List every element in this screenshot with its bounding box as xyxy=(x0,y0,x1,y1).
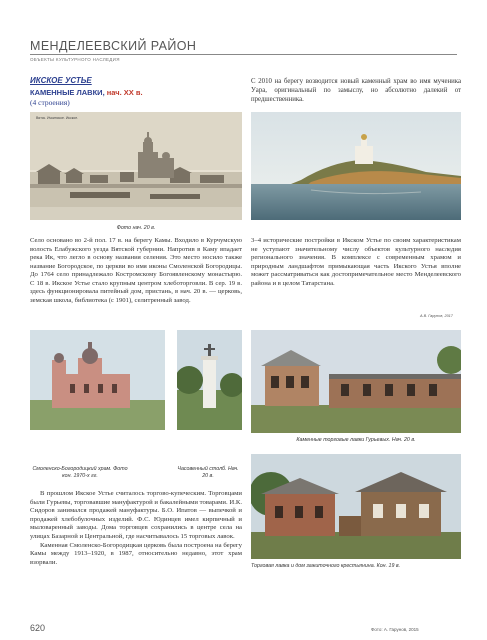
place-name: ИКСКОЕ УСТЬЕ xyxy=(30,76,92,85)
section-title: МЕНДЕЛЕЕВСКИЙ РАЙОН xyxy=(30,39,197,53)
stone-shops-photo xyxy=(251,330,461,433)
section-subtitle: ОБЪЕКТЫ КУЛЬТУРНОГО НАСЛЕДИЯ xyxy=(30,57,120,62)
object-note: (4 строения) xyxy=(30,98,70,107)
house-shop-photo xyxy=(251,454,461,559)
page-number: 620 xyxy=(30,623,46,633)
river-photo-credit: А.В. Гарунов, 2017 xyxy=(420,314,453,318)
history-paragraph: Село основано во 2-й пол. 17 в. на берегу Камы. Входило в Курчумскую волость Елабужского уезда Вятской губернии. Напротив в Каму впадает река Ик, что легло в основу названия селения. Это место носило также название Богородское, по церкви во имя иконы Смоленской Богородицы. До 1764 село принадлежало Костромскому Богоявленскому монастырю. С 18 в. Икское Устье стало крупным центром хлеботорговли. В сер. 19 в. здесь функционировала питейный дом, пристань, в нач. 20 в. — церковь, земская школа, библиотека (с 1901), селитренный завод. xyxy=(30,237,242,304)
old-photo-caption: Фото нач. 20 в. xyxy=(116,225,156,231)
header-divider xyxy=(30,54,457,55)
church-history-paragraph: Каменная Смоленско-Богородицкая церковь была построена на берегу Камы между 1913–1920, в 1987, относительно недавно, этот храм взорвали. xyxy=(30,541,242,566)
pillar-photo xyxy=(177,330,242,430)
shops-photo-caption: Каменные торговые лавки Гурьевых. Нач. 20 в. xyxy=(296,437,416,443)
river-church-photo xyxy=(251,112,461,220)
church-photo-caption: Смоленско-Богородицкий храм. Фото кон. 1970-х гг. xyxy=(32,466,128,479)
object-title: КАМЕННЫЕ ЛАВКИ, xyxy=(30,88,105,97)
house-photo-caption: Торговая лавка и дом зажиточного крестьянина. Кон. 19 в. xyxy=(251,563,401,569)
object-name xyxy=(30,88,143,97)
old-village-photo xyxy=(30,112,242,220)
intro-paragraph-right: С 2010 на берегу возводится новый каменный храм во имя мученика Уара, оригинальный по замыслу, но абсолютно далекий от предшественника. xyxy=(251,78,461,103)
pillar-photo-caption: Часовенный столб. Нач. 20 в. xyxy=(177,466,239,479)
church-photo xyxy=(30,330,165,430)
merchants-paragraph: В прошлом Икское Устье считалось торгово-купеческим. Торговцами были Гурьевы, торговавшие мануфактурой и бакалейными товарами. И.К. Сидоров занимался продажей мануфактуры. Б.О. Ипатов — выпечкой и продажей хлебобулочных изделий. Ф.С. Юдинцев имел кирпичный и мыловаренный заводы. Дома торговцев сохранились в центре села на улицах Базарной и Центральной, где насчитывалось 15 торговых лавок. xyxy=(30,490,242,540)
significance-paragraph: 3–4 исторические постройки в Икском Устье по своим характеристикам не уступают значительному числу объектов культурного наследия регионального значения. В комплексе с современным храмом и природным ландшафтом примыкающая часть Икского Устья вполне может рассматриваться как достопримечательное место Менделеевского района и в целом Татарстана. xyxy=(251,237,461,287)
old-photo-label: Вятск. Ичкинское. Икское. xyxy=(36,116,79,120)
object-date: нач. XX в. xyxy=(106,88,143,97)
merchants-text xyxy=(30,490,242,567)
photo-credit: Фото: А. Гарунов, 2015 xyxy=(371,627,419,632)
